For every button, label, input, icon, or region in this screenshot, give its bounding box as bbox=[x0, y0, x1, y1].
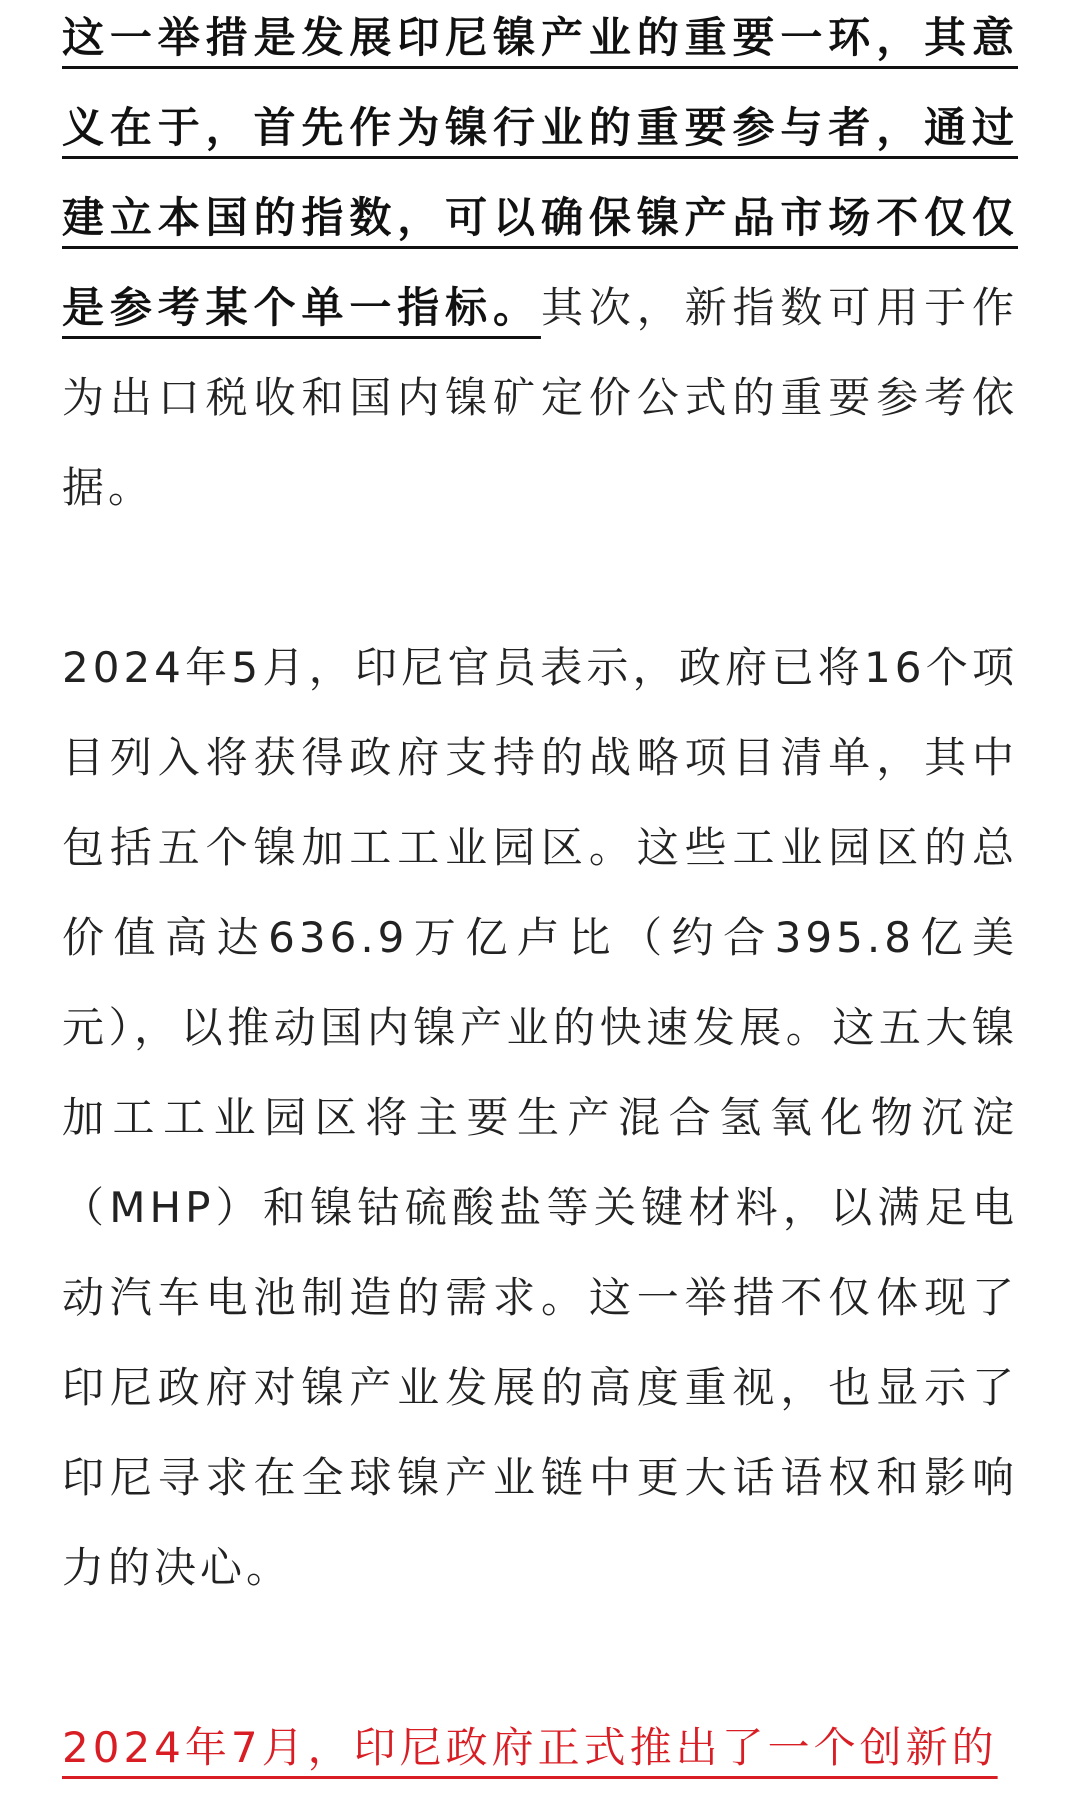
paragraph-text: 其次，新指数可用于作为出口税收和国内镍矿定价公式的重要参考依据。 bbox=[62, 283, 1018, 512]
paragraph-industrial-parks: 2024年5月，印尼官员表示，政府已将16个项目列入将获得政府支持的战略项目清单，其中包括五个镍加工工业园区。这些工业园区的总价值高达636.9万亿卢比（约合395.8亿美元），以推动国内镍产业的快速发展。这五大镍加工工业园区将主要生产混合氢氧化物沉淀（MHP）和镍钴硫酸盐等关键材料，以满足电动汽车电池制造的需求。这一举措不仅体现了印尼政府对镍产业发展的高度重视，也显示了印尼寻求在全球镍产业链中更大话语权和影响力的决心。 bbox=[62, 643, 1018, 1592]
article-body bbox=[62, 0, 1018, 1793]
paragraph-nickel-index bbox=[62, 0, 1018, 533]
emphasized-text: 这一举措是发展印尼镍产业的重要一环，其意义在于，首先作为镍行业的重要参与者，通过建立本国的指数，可以确保镍产品市场不仅仅是参考某个单一指标。 bbox=[62, 13, 1018, 332]
paragraph-july-2024 bbox=[62, 1703, 1018, 1793]
highlighted-heading-text: 2024年7月，印尼政府正式推出了一个创新的 bbox=[62, 1723, 998, 1772]
